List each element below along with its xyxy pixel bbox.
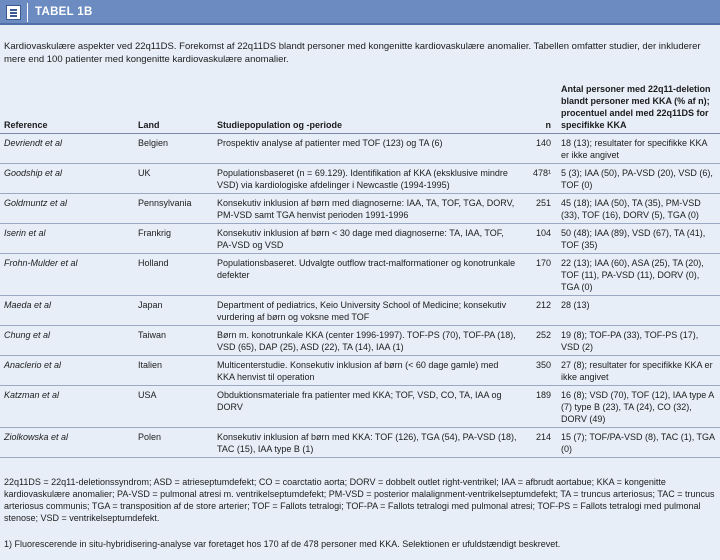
country-cell: Pennsylvania [138,197,192,208]
table-row [0,295,720,325]
reference-cell: Goldmuntz et al [4,197,68,208]
table-row [0,253,720,295]
result-cell: 22 (13); IAA (60), ASA (25), TA (20), TOF (11), PA-VSD (11), DORV (0), TGA (0) [561,257,704,292]
n-cell: 170 [535,257,551,268]
country-cell: Holland [138,257,169,268]
n-cell: 189 [535,389,551,400]
column-header: n [521,74,557,133]
table-row [0,133,720,163]
table-row [0,355,720,385]
n-cell: 478¹ [532,167,551,178]
country-cell: Polen [138,431,162,442]
n-cell: 350 [535,359,551,370]
table-row [0,223,720,253]
data-table [0,74,720,458]
reference-cell: Anaclerio et al [4,359,62,370]
population-cell: Populationsbaseret (n = 69.129). Identifikation af KKA (eksklusive mindre VSD) via kardiologiske afdelinger i Newcastle (1994-1995) [217,167,508,190]
table-icon [6,5,21,20]
table-header-row [0,74,720,133]
population-cell: Konsekutiv inklusion af børn med KKA: TOF (126), TGA (54), PA-VSD (18), TAC (15), IAA type B (1) [217,431,517,454]
result-cell: 28 (13) [561,299,590,310]
table-caption: Kardiovaskulære aspekter ved 22q11DS. Forekomst af 22q11DS blandt personer med kongenitte kardiovaskulære anomalier. Tabellen omfatter studier, der inkluderer mere end 100 patienter med kongenitte kardiovaskulære anomalier. [4,41,701,65]
result-cell: 27 (8); resultater for specifikke KKA er ikke angivet [561,359,713,382]
population-cell: Populationsbaseret. Udvalgte outflow tract-malformationer og konotrunkale defekter [217,257,516,280]
table-row [0,193,720,223]
column-header: Antal personer med 22q11-deletion blandt personer med KKA (% af n); procentuel andel med 22q11DS for specifikke KKA [557,74,720,133]
reference-cell: Ziolkowska et al [4,431,69,442]
n-cell: 140 [535,137,551,148]
column-header: Reference [0,74,134,133]
column-header: Land [134,74,213,133]
n-cell: 214 [535,431,551,442]
population-cell: Børn m. konotrunkale KKA (center 1996-1997). TOF-PS (70), TOF-PA (18), VSD (65), DAP (25), ASD (22), TA (14), IAA (1) [217,329,516,352]
header-divider [27,3,28,22]
population-cell: Multicenterstudie. Konsekutiv inklusion af børn (< 60 dage gamle) med KKA henvist til operation [217,359,499,382]
reference-cell: Goodship et al [4,167,63,178]
n-cell: 252 [535,329,551,340]
reference-cell: Devriendt et al [4,137,63,148]
abbreviations-note: 22q11DS = 22q11-deletionssyndrom; ASD = atrieseptumdefekt; CO = coarctatio aorta; DORV = dobbelt outlet right-ventrikel; IAA = afbrudt aortabue; KKA = kongenitte kardiovaskulære anomalier; PA-VSD = pulmonal atresi m. ventrikelseptumdefekt; PM-VSD = posterior malalignment-ventrikelseptumdefekt; TA = truncus arteriosus; TAC = truncus arteriosus communis; TGA = transposition af de store arterier; TOF = Fallots tetralogi; TOF-PA = Fallots tetralogi med pulmonal atresi; TOF-PS = Fallots tetralogi med pulmonal stenose; VSD = ventrikelseptumdefekt. [4,477,715,523]
country-cell: Taiwan [138,329,167,340]
reference-cell: Katzman et al [4,389,60,400]
reference-cell: Iserin et al [4,227,46,238]
country-cell: UK [138,167,151,178]
result-cell: 5 (3); IAA (50), PA-VSD (20), VSD (6), TOF (0) [561,167,713,190]
reference-cell: Chung et al [4,329,51,340]
country-cell: USA [138,389,157,400]
table-row [0,385,720,427]
country-cell: Japan [138,299,163,310]
n-cell: 212 [535,299,551,310]
result-cell: 50 (48); IAA (89), VSD (67), TA (41), TOF (35) [561,227,706,250]
result-cell: 16 (8); VSD (70), TOF (12), IAA type A (7) type B (23), TA (24), CO (32), DORV (49) [561,389,714,424]
country-cell: Italien [138,359,163,370]
table-title: TABEL 1B [35,6,93,18]
reference-cell: Maeda et al [4,299,52,310]
footnote: 1) Fluorescerende in situ-hybridisering-analyse var foretaget hos 170 af de 478 personer med KKA. Selektionen er ufuldstændigt beskrevet. [4,539,561,549]
population-cell: Konsekutiv inklusion af børn med diagnoserne: IAA, TA, TOF, TGA, DORV, PM-VSD samt TGA henvist perioden 1991-1996 [217,197,515,220]
country-cell: Frankrig [138,227,172,238]
column-header: Studiepopulation og -periode [213,74,521,133]
result-cell: 18 (13); resultater for specifikke KKA er ikke angivet [561,137,708,160]
result-cell: 45 (18); IAA (50), TA (35), PM-VSD (33), TOF (16), DORV (5), TGA (0) [561,197,701,220]
country-cell: Belgien [138,137,169,148]
table-header-bar [0,0,720,25]
population-cell: Konsekutiv inklusion af børn < 30 dage med diagnoserne: TA, IAA, TOF, PA-VSD og VSD [217,227,504,250]
n-cell: 104 [535,227,551,238]
population-cell: Obduktionsmateriale fra patienter med KKA; TOF, VSD, CO, TA, IAA og DORV [217,389,502,412]
population-cell: Department of pediatrics, Keio University School of Medicine; konsekutiv vurdering af børn og voksne med TOF [217,299,507,322]
result-cell: 15 (7); TOF/PA-VSD (8), TAC (1), TGA (0) [561,431,715,454]
population-cell: Prospektiv analyse af patienter med TOF (123) og TA (6) [217,137,443,148]
reference-cell: Frohn-Mulder et al [4,257,78,268]
table-row [0,325,720,355]
table-row [0,163,720,193]
n-cell: 251 [535,197,551,208]
result-cell: 19 (8); TOF-PA (33), TOF-PS (17), VSD (2) [561,329,699,352]
table-row [0,427,720,457]
